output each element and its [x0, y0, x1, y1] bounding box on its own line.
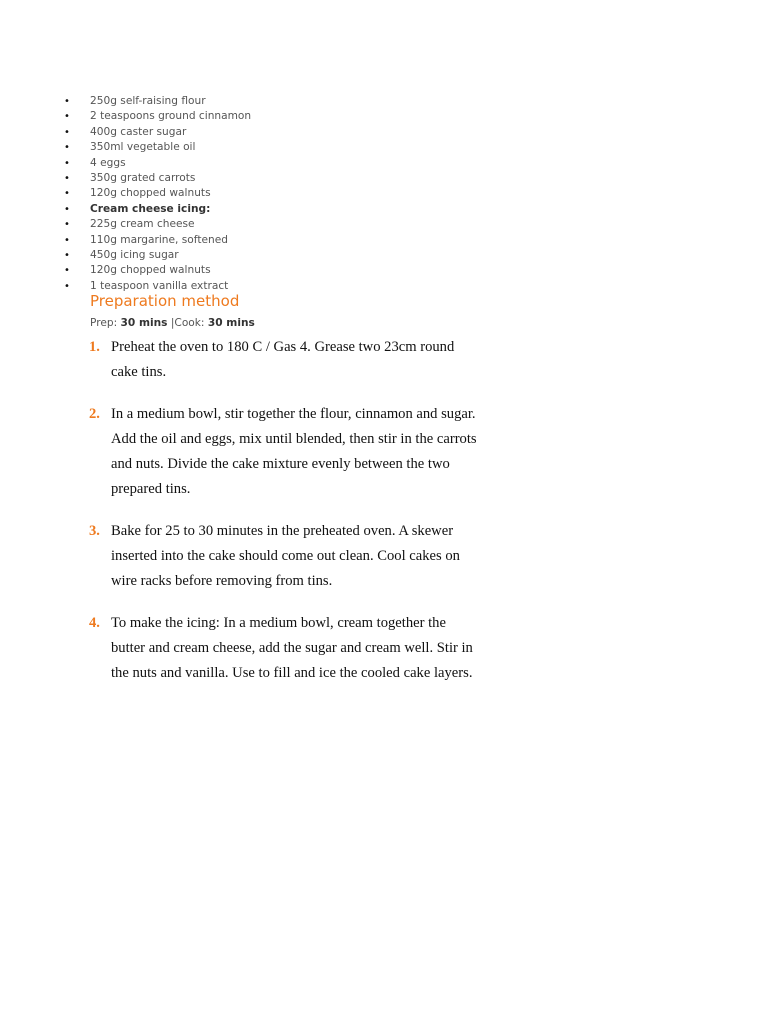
ingredient-item — [0, 156, 251, 171]
ingredient-text: 120g chopped walnuts — [90, 187, 211, 200]
bullet-icon: • — [64, 126, 70, 138]
method-step — [0, 402, 481, 502]
ingredient-item — [0, 233, 251, 248]
bullet-icon: • — [64, 203, 70, 215]
bullet-icon: • — [64, 111, 70, 123]
ingredient-item — [0, 94, 251, 109]
ingredient-text: 1 teaspoon vanilla extract — [90, 279, 229, 292]
ingredient-text: 225g cream cheese — [90, 218, 195, 231]
prep-label: Prep: — [90, 317, 118, 329]
ingredient-text: 400g caster sugar — [90, 125, 187, 138]
step-text: Bake for 25 to 30 minutes in the preheated oven. A skewer inserted into the cake should come out clean. Cool cakes on wire racks before removing from tins. — [111, 523, 460, 589]
bullet-icon: • — [64, 234, 70, 246]
ingredient-item — [0, 140, 251, 155]
bullet-icon: • — [64, 188, 70, 200]
step-text: Preheat the oven to 180 C / Gas 4. Grease two 23cm round cake tins. — [111, 339, 455, 380]
time-separator: | — [170, 317, 175, 329]
ingredient-text: 110g margarine, softened — [90, 233, 228, 246]
ingredient-text: 350ml vegetable oil — [90, 141, 196, 154]
step-number: 3. — [89, 523, 100, 539]
ingredient-text: 120g chopped walnuts — [90, 264, 211, 277]
ingredient-item — [0, 125, 251, 140]
ingredient-subheading-text: Cream cheese icing: — [90, 202, 211, 215]
step-text: In a medium bowl, stir together the flour, cinnamon and sugar. Add the oil and eggs, mix until blended, then stir in the carrots and nuts. Divide the cake mixture evenly between the two prepared tins. — [111, 406, 477, 497]
ingredient-item — [0, 248, 251, 263]
method-steps — [0, 335, 768, 703]
step-number: 2. — [89, 406, 100, 422]
bullet-icon: • — [64, 249, 70, 261]
bullet-icon: • — [64, 96, 70, 107]
step-text: To make the icing: In a medium bowl, cream together the butter and cream cheese, add the sugar and cream well. Stir in the nuts and vanilla. Use to fill and ice the cooled cake layers. — [111, 615, 473, 681]
ingredient-item — [0, 217, 251, 232]
ingredient-text: 350g grated carrots — [90, 171, 196, 184]
step-number: 1. — [89, 339, 100, 355]
ingredient-subheading — [0, 202, 251, 217]
cook-time-value: 30 mins — [207, 317, 255, 329]
cook-label: Cook: — [174, 317, 205, 329]
prep-time-value: 30 mins — [120, 317, 168, 329]
ingredient-item — [0, 263, 251, 278]
bullet-icon: • — [64, 219, 70, 231]
bullet-icon: • — [64, 280, 70, 292]
ingredient-text: 4 eggs — [90, 156, 126, 169]
ingredient-list — [0, 94, 251, 294]
method-step — [0, 519, 481, 594]
preparation-method-heading: Preparation method — [90, 292, 240, 310]
ingredient-text: 2 teaspoons ground cinnamon — [90, 110, 252, 123]
method-step — [0, 335, 481, 385]
ingredient-text: 450g icing sugar — [90, 248, 179, 261]
method-step — [0, 611, 481, 686]
prep-cook-times — [90, 316, 255, 330]
ingredient-item — [0, 186, 251, 201]
bullet-icon: • — [64, 157, 70, 169]
bullet-icon: • — [64, 172, 70, 184]
bullet-icon: • — [64, 265, 70, 277]
ingredient-item — [0, 171, 251, 186]
ingredient-text: 250g self-raising flour — [90, 95, 206, 107]
ingredient-item — [0, 109, 251, 124]
bullet-icon: • — [64, 142, 70, 154]
step-number: 4. — [89, 615, 100, 631]
